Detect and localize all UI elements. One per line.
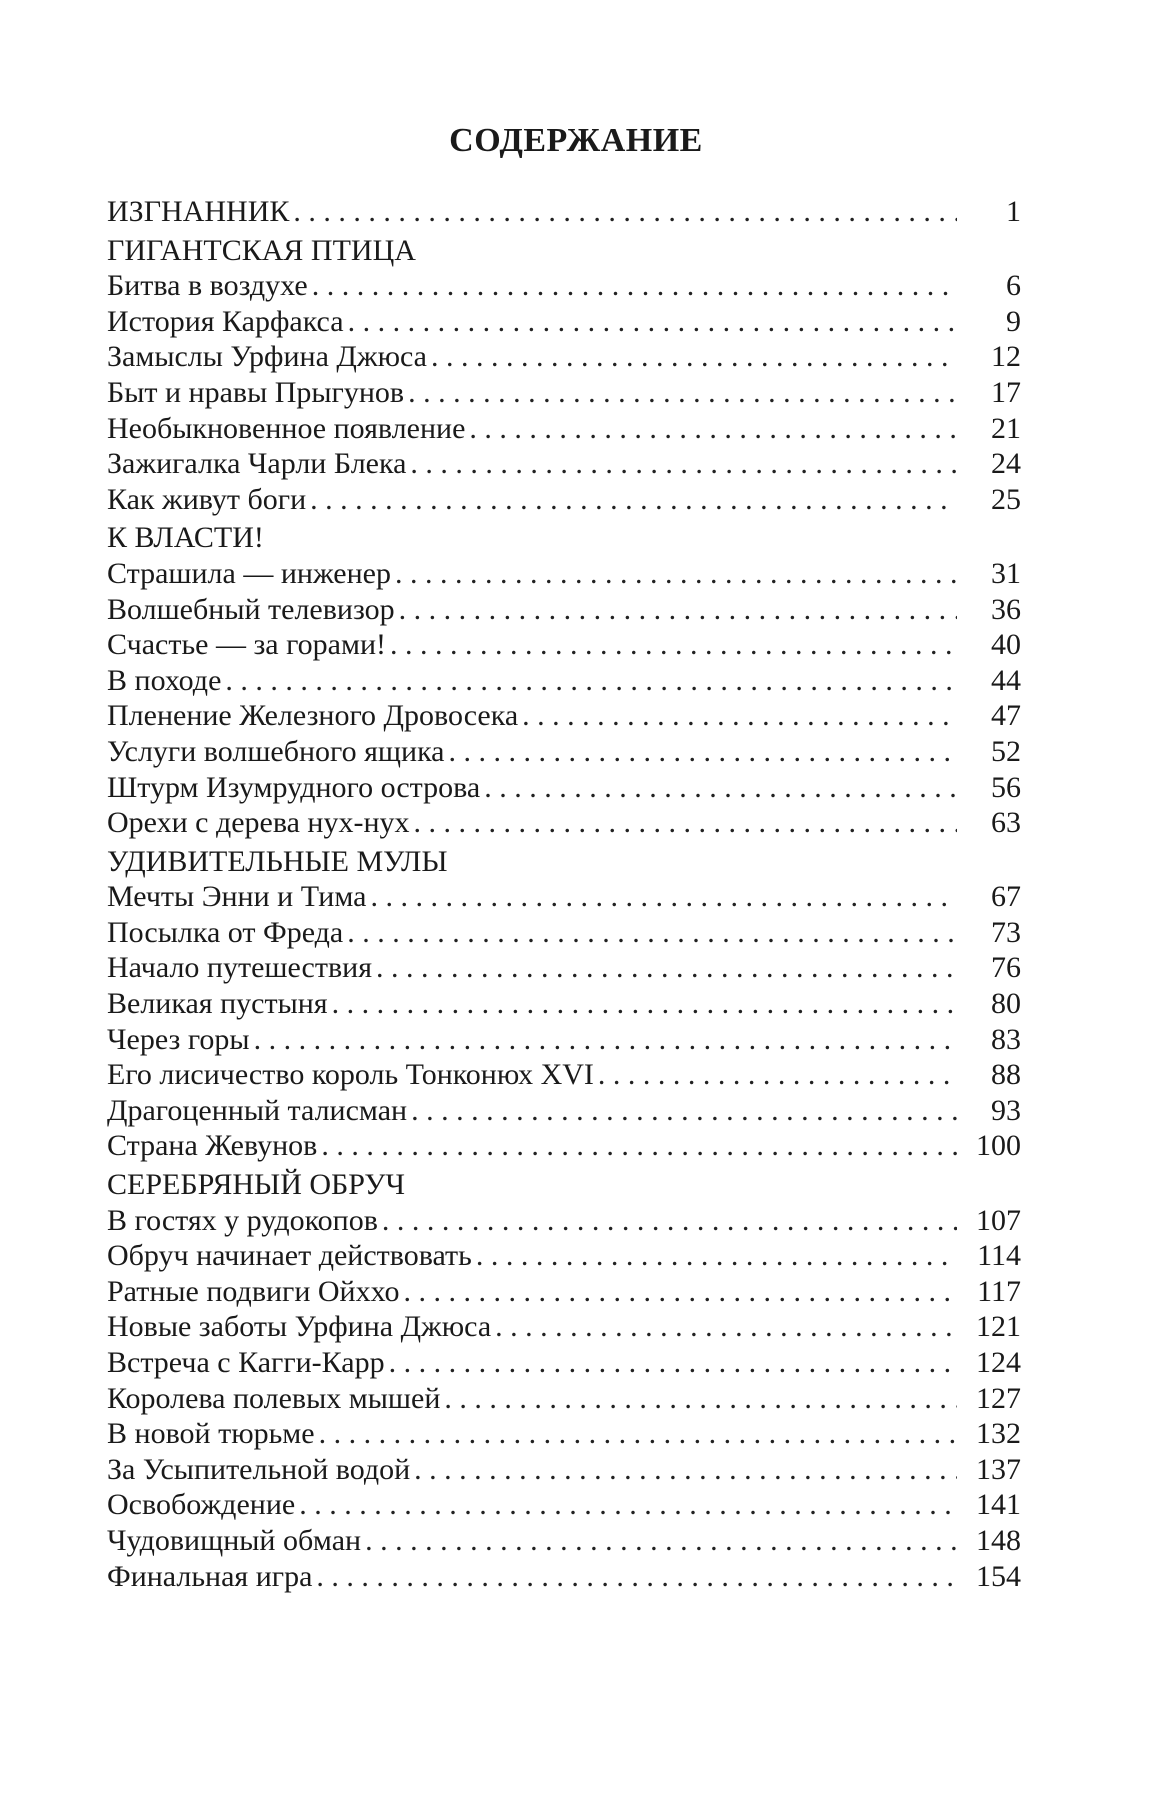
chapter-page-number: 114 (977, 1239, 1021, 1273)
toc-entry (107, 1559, 1021, 1595)
toc-entry (107, 1309, 1021, 1345)
dot-leader (476, 1238, 957, 1274)
dot-leader (408, 375, 957, 411)
chapter-page-number: 121 (976, 1310, 1021, 1344)
chapter-page-number: 56 (991, 770, 1021, 804)
chapter-title: Освобождение (107, 1488, 296, 1522)
chapter-title: Начало путешествия (107, 951, 373, 985)
dot-leader (310, 482, 957, 518)
dot-leader (370, 879, 957, 915)
toc-entry (107, 1128, 1021, 1164)
dot-leader (484, 770, 957, 806)
chapter-title: Его лисичество король Тонконюх XVI (107, 1058, 594, 1092)
dot-leader (444, 1381, 957, 1417)
chapter-title: Страна Жевунов (107, 1129, 318, 1163)
dot-leader (389, 1345, 957, 1381)
chapter-page-number: 148 (976, 1523, 1021, 1557)
chapter-page-number: 88 (991, 1058, 1021, 1092)
chapter-page-number: 100 (976, 1129, 1021, 1163)
chapter-page-number: 47 (991, 699, 1021, 733)
chapter-title: Через горы (107, 1022, 250, 1056)
toc-entry (107, 805, 1021, 841)
chapter-title: Штурм Изумрудного острова (107, 770, 481, 804)
dot-leader (395, 556, 957, 592)
toc-entry (107, 879, 1021, 915)
chapter-page-number: 73 (991, 915, 1021, 949)
chapter-page-number: 80 (991, 987, 1021, 1021)
chapter-title: Чудовищный обман (107, 1523, 362, 1557)
dot-leader (312, 268, 957, 304)
chapter-title: Ратные подвиги Ойххо (107, 1274, 400, 1308)
toc-entry (107, 411, 1021, 447)
chapter-title: В новой тюрьме (107, 1417, 315, 1451)
toc-entry (107, 1274, 1021, 1310)
toc-entry (107, 1416, 1021, 1452)
dot-leader (332, 986, 957, 1022)
chapter-page-number: 117 (977, 1274, 1021, 1308)
toc-entry (107, 304, 1021, 340)
chapter-title: Встреча с Кагги-Карр (107, 1346, 385, 1379)
dot-leader (319, 1416, 957, 1452)
dot-leader (225, 663, 957, 699)
dot-leader (598, 1057, 957, 1093)
chapter-page-number: 93 (991, 1093, 1021, 1127)
toc-entry (107, 592, 1021, 628)
dot-leader (254, 1022, 957, 1058)
chapter-title: В походе (107, 663, 222, 697)
chapter-title: Пленение Железного Дровосека (107, 699, 519, 733)
chapter-page-number: 40 (991, 628, 1021, 662)
toc-entry (107, 446, 1021, 482)
dot-leader (399, 592, 957, 628)
chapter-page-number: 52 (991, 734, 1021, 768)
dot-leader (431, 339, 957, 375)
toc-entry (107, 268, 1021, 304)
chapter-page-number: 63 (991, 806, 1021, 840)
toc-section-heading (107, 194, 1021, 230)
chapter-title: Как живут боги (107, 482, 307, 516)
chapter-title: Новые заботы Урфина Джюса (107, 1310, 492, 1344)
section-title: УДИВИТЕЛЬНЫЕ МУЛЫ (107, 844, 448, 878)
chapter-page-number: 137 (976, 1452, 1021, 1486)
toc-entry (107, 1452, 1021, 1488)
chapter-page-number: 44 (991, 663, 1021, 697)
dot-leader (347, 915, 957, 951)
chapter-title: Великая пустыня (107, 987, 328, 1021)
chapter-title: Мечты Энни и Тима (107, 880, 367, 914)
chapter-title: История Карфакса (107, 304, 344, 338)
chapter-page-number: 83 (991, 1022, 1021, 1056)
toc-entry (107, 770, 1021, 806)
toc-entry (107, 556, 1021, 592)
chapter-page-number: 9 (1006, 304, 1021, 338)
chapter-page-number: 141 (976, 1488, 1021, 1522)
chapter-page-number: 25 (991, 482, 1021, 516)
toc-entry (107, 482, 1021, 518)
dot-leader (403, 1274, 957, 1310)
chapter-page-number: 31 (991, 556, 1021, 590)
chapter-title: Королева полевых мышей (107, 1381, 441, 1415)
toc-section-heading (107, 520, 1021, 556)
dot-leader (365, 1523, 957, 1559)
chapter-title: За Усыпительной водой (107, 1452, 411, 1486)
toc-entry (107, 1345, 1021, 1381)
dot-leader (390, 627, 957, 663)
chapter-page-number: 17 (991, 375, 1021, 409)
toc-entry (107, 1238, 1021, 1274)
section-title: СЕРЕБРЯНЫЙ ОБРУЧ (107, 1168, 405, 1202)
page-title: СОДЕРЖАНИЕ (449, 122, 703, 159)
toc-section-heading (107, 844, 1021, 880)
dot-leader (495, 1309, 957, 1345)
section-title: ИЗГНАННИК (107, 195, 290, 228)
chapter-title: Обруч начинает действовать (107, 1239, 472, 1273)
dot-leader (522, 698, 957, 734)
chapter-title: В гостях у рудокопов (107, 1203, 378, 1237)
chapter-page-number: 132 (976, 1417, 1021, 1451)
dot-leader (469, 411, 957, 447)
chapter-title: Страшила — инженер (107, 556, 391, 590)
dot-leader (410, 446, 957, 482)
toc-entry (107, 627, 1021, 663)
dot-leader (414, 805, 957, 841)
toc-entry (107, 1057, 1021, 1093)
dot-leader (348, 304, 957, 340)
table-of-contents (107, 194, 1021, 1594)
chapter-page-number: 124 (976, 1346, 1021, 1379)
chapter-title: Замыслы Урфина Джюса (107, 340, 427, 374)
dot-leader (376, 950, 957, 986)
dot-leader (293, 194, 957, 230)
chapter-page-number: 67 (991, 880, 1021, 914)
toc-entry (107, 950, 1021, 986)
chapter-page-number: 127 (976, 1381, 1021, 1415)
dot-leader (299, 1487, 957, 1523)
chapter-title: Быт и нравы Прыгунов (107, 375, 405, 409)
toc-entry (107, 1523, 1021, 1559)
toc-entry (107, 1487, 1021, 1523)
toc-entry (107, 986, 1021, 1022)
section-title: ГИГАНТСКАЯ ПТИЦА (107, 233, 416, 267)
toc-entry (107, 1203, 1021, 1239)
dot-leader (316, 1559, 957, 1595)
chapter-page-number: 36 (991, 592, 1021, 626)
dot-leader (414, 1452, 957, 1488)
toc-entry (107, 734, 1021, 770)
dot-leader (411, 1093, 957, 1129)
toc-entry (107, 339, 1021, 375)
chapter-title: Драгоценный талисман (107, 1093, 408, 1127)
section-title: К ВЛАСТИ! (107, 521, 264, 555)
toc-entry (107, 1381, 1021, 1417)
dot-leader (449, 734, 958, 770)
chapter-page-number: 6 (1006, 269, 1021, 303)
toc-section-heading (107, 233, 1021, 269)
chapter-title: Орехи с дерева нух-нух (107, 806, 410, 840)
toc-section-heading (107, 1167, 1021, 1203)
toc-entry (107, 698, 1021, 734)
toc-entry (107, 1093, 1021, 1129)
chapter-page-number: 76 (991, 951, 1021, 985)
chapter-title: Волшебный телевизор (107, 592, 395, 626)
chapter-page-number: 12 (991, 340, 1021, 374)
chapter-title: Счастье — за горами! (107, 628, 387, 662)
toc-entry (107, 375, 1021, 411)
toc-entry (107, 1022, 1021, 1058)
chapter-title: Посылка от Фреда (107, 915, 344, 949)
chapter-title: Зажигалка Чарли Блека (107, 447, 407, 481)
chapter-title: Необыкновенное появление (107, 411, 466, 445)
chapter-page-number: 21 (991, 411, 1021, 445)
section-page-number: 1 (1006, 195, 1021, 228)
chapter-page-number: 107 (976, 1203, 1021, 1237)
toc-entry (107, 663, 1021, 699)
chapter-title: Финальная игра (107, 1559, 313, 1593)
toc-entry (107, 915, 1021, 951)
chapter-title: Битва в воздухе (107, 269, 308, 303)
chapter-title: Услуги волшебного ящика (107, 734, 445, 768)
dot-leader (321, 1128, 957, 1164)
dot-leader (382, 1203, 957, 1239)
chapter-page-number: 24 (991, 447, 1021, 481)
chapter-page-number: 154 (976, 1559, 1021, 1593)
